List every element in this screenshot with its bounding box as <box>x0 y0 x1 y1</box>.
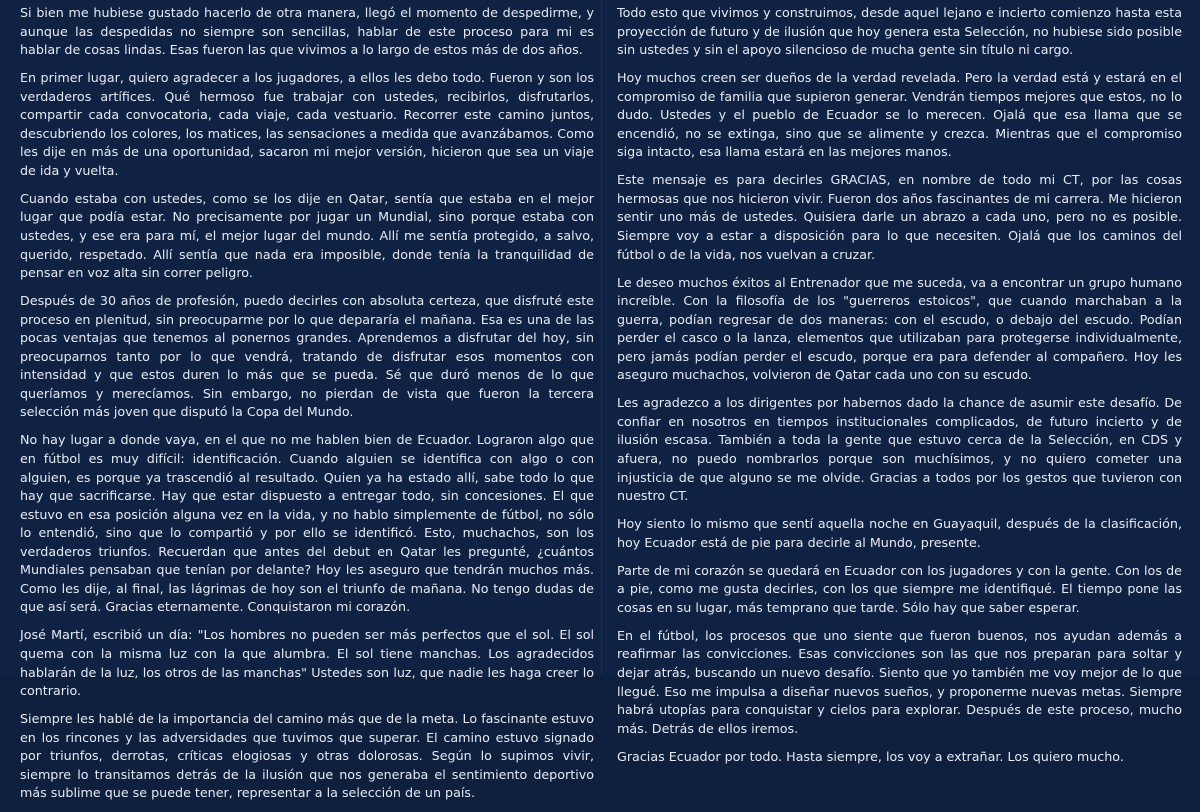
right-column <box>617 4 1182 776</box>
paragraph: Hoy siento lo mismo que sentí aquella noche en Guayaquil, después de la clasificación, hoy Ecuador está de pie para decirle al Mundo, presente. <box>617 516 1182 550</box>
paragraph: Gracias Ecuador por todo. Hasta siempre, los voy a extrañar. Los quiero mucho. <box>617 748 1124 764</box>
paragraph: Cuando estaba con ustedes, como se los dije en Qatar, sentía que estaba en el mejor lugar que podía estar. No precisamente por jugar un Mundial, sino porque estaba con ustedes, y ese era para mí, el mejor lugar del mundo. Allí me sentía protegido, a salvo, querido, respetado. Allí sentía que nada era imposible, donde tenía la tranquilidad de pensar en voz alta sin correr peligro. <box>20 190 594 281</box>
paragraph: Le deseo muchos éxitos al Entrenador que me suceda, va a encontrar un grupo humano increíble. Con la filosofía de los "guerreros estoicos", que cuando marchaban a la guerra, podían regresar de dos maneras: con el escudo, o debajo del escudo. Podían perder el casco o la lanza, elementos que utilizaban para protegerse individualmente, pero jamás podían perder el escudo, porque era para defender al compañero. Hoy les aseguro muchachos, volvieron de Qatar cada uno con su escudo. <box>617 274 1182 383</box>
paragraph: Siempre les hablé de la importancia del camino más que de la meta. Lo fascinante estuvo en los rincones y las adversidades que tuvimos que superar. El camino estuvo signado por triunfos, derrotas, críticas elogiosas y otras dolorosas. Según lo supimos vivir, siempre lo transitamos detrás de la ilusión que nos generaba el sentimiento deportivo más sublime que se puede tener, representar a la selección de un país. <box>20 711 594 801</box>
paragraph: José Martí, escribió un día: "Los hombres no pueden ser más perfectos que el sol. El sol quema con la misma luz con la que alumbra. El sol tiene manchas. Los agradecidos hablarán de la luz, los otros de las manchas" Ustedes son luz, que nadie les haga creer lo contrario. <box>20 627 594 699</box>
paragraph: No hay lugar a donde vaya, en el que no me hablen bien de Ecuador. Lograron algo que en fútbol es muy difícil: identificación. Cuando alguien se identifica con algo o con alguien, es porque ya trascendió al resultado. Quien ya ha estado allí, sabe todo lo que hay que sacrificarse. Hay que estar dispuesto a entregar todo, sin concesiones. El que estuvo en esa posición alguna vez en la vida, y no hablo simplemente de fútbol, no sólo lo entendió, sino que lo compartió y por ello se identificó. Esto, muchachos, son los verdaderos triunfos. Recuerdan que antes del debut en Qatar les pregunté, ¿cuántos Mundiales pensaban que tenían por delante? Hoy les aseguro que tendrán muchos más. Como les dije, al final, las lágrimas de hoy son el triunfo de mañana. No tengo dudas de que así será. Gracias eternamente. Conquistaron mi corazón. <box>20 432 594 615</box>
paragraph: Este mensaje es para decirles GRACIAS, en nombre de todo mi CT, por las cosas hermosas que nos hicieron vivir. Fueron dos años fascinantes de mi carrera. Me hicieron sentir uno más de ustedes. Quisiera darle un abrazo a cada uno, pero no es posible. Siempre voy a estar a disposición para lo que necesiten. Ojalá que los caminos del fútbol o de la vida, nos vuelvan a cruzar. <box>617 172 1182 262</box>
paragraph: En primer lugar, quiero agradecer a los jugadores, a ellos les debo todo. Fueron y son los verdaderos artífices. Qué hermoso fue trabajar con ustedes, recibirlos, disfrutarlos, compartir cada convocatoria, cada viaje, cada vestuario. Recorrer este camino juntos, descubriendo los colores, los matices, las sensaciones a medida que avanzábamos. Como les dije en más de una oportunidad, sacaron mi mejor versión, hicieron que sea un viaje de ida y vuelta. <box>20 70 594 178</box>
paragraph: Hoy muchos creen ser dueños de la verdad revelada. Pero la verdad está y estará en el compromiso de familia que supieron generar. Vendrán tiempos mejores que estos, no lo dudo. Ustedes y el pueblo de Ecuador se lo merecen. Ojalá que esa llama que se encendió, no se extinga, sino que se alimente y crezca. Mientras que el compromiso siga intacto, esa llama estará en las mejores manos. <box>617 70 1182 160</box>
paragraph: Si bien me hubiese gustado hacerlo de otra manera, llegó el momento de despedirme, y aunque las despedidas no siempre son sencillas, hablar de este proceso para mi es hablar de cosas lindas. Esas fueron las que vivimos a lo largo de estos más de dos años. <box>20 5 594 58</box>
column-divider <box>601 0 602 675</box>
left-column <box>20 4 594 812</box>
paragraph: Después de 30 años de profesión, puedo decirles con absoluta certeza, que disfruté este proceso en plenitud, sin preocuparme por lo que depararía el mañana. Esa es una de las pocas ventajas que tenemos al ponernos grandes. Aprendemos a disfrutar del hoy, sin preocuparnos tanto por lo que vendrá, tratando de disfrutar esos momentos con intensidad y que estos duren lo más que se pueda. Sé que duró menos de lo que queríamos y merecíamos. Sin embargo, no pierdan de vista que fueron la tercera selección más joven que disputó la Copa del Mundo. <box>20 293 594 420</box>
paragraph: Parte de mi corazón se quedará en Ecuador con los jugadores y con la gente. Con los de a pie, como me gusta decirles, con los que siempre me identifiqué. El tiempo pone las cosas en su lugar, más temprano que tarde. Sólo hay que saber esperar. <box>617 562 1182 615</box>
paragraph: En el fútbol, los procesos que uno siente que fueron buenos, nos ayudan además a reafirmar las convicciones. Esas convicciones son las que nos preparan para soltar y dejar atrás, buscando un nuevo desafío. Siento que yo también me voy mejor de lo que llegué. Eso me impulsa a diseñar nuevos sueños, y proponerme nuevas metas. Siempre habrá utopías para conquistar y cielos para explorar. Después de este proceso, mucho más. Detrás de ellos iremos. <box>617 627 1182 736</box>
paragraph: Todo esto que vivimos y construimos, desde aquel lejano e incierto comienzo hasta esta proyección de futuro y de ilusión que hoy genera esta Selección, no hubiese sido posible sin ustedes y sin el apoyo silencioso de mucha gente sin título ni cargo. <box>617 5 1182 58</box>
paragraph: Les agradezco a los dirigentes por habernos dado la chance de asumir este desafío. De confiar en nosotros en tiempos institucionales complicados, de futuro incierto y de ilusión escasa. También a toda la gente que estuvo cerca de la Selección, en CDS y afuera, no puedo nombrarlos porque son muchísimos, y no quiero cometer una injusticia de que alguno se me olvide. Gracias a todos por los gestos que tuvieron con nuestro CT. <box>617 395 1182 504</box>
